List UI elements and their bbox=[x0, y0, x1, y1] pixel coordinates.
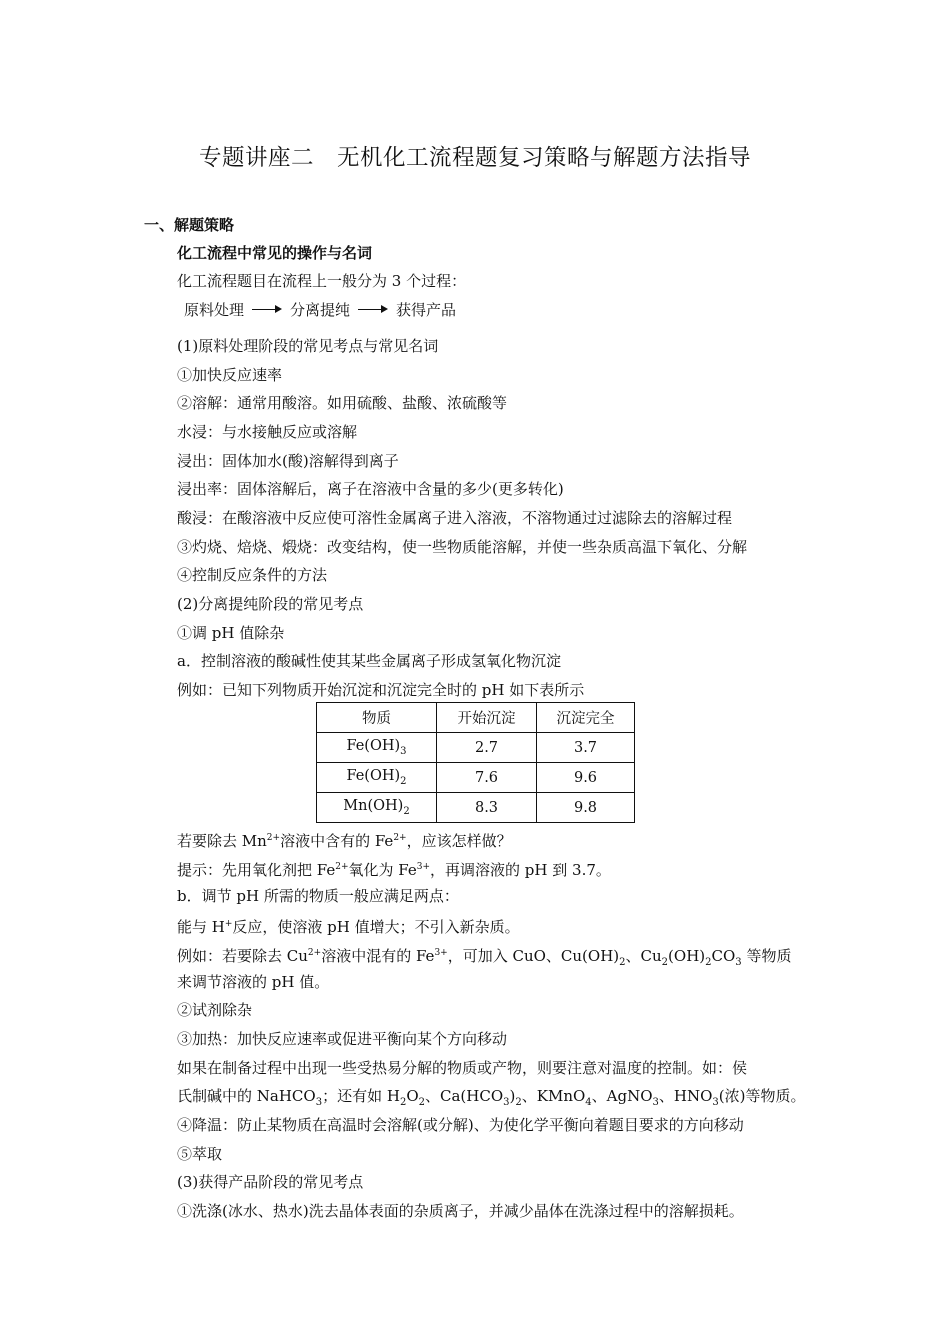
table-header: 开始沉淀 bbox=[437, 703, 537, 733]
text-line: ④控制反应条件的方法 bbox=[177, 566, 328, 584]
arrow-right-icon bbox=[252, 304, 282, 316]
text-line: (2)分离提纯阶段的常见考点 bbox=[177, 595, 364, 613]
text-line: b．调节 pH 所需的物质一般应满足两点： bbox=[177, 887, 459, 905]
table-row bbox=[317, 733, 635, 763]
text-line: 氏制碱中的 NaHCO$_3$；还有如 $H_2O_2$、$Ca(HCO_3)_2$、KMnO$_4$、AgNO$_3$、$HNO_3$(浓)等物质。 bbox=[177, 1087, 806, 1108]
text-line: 如果在制备过程中出现一些受热易分解的物质或产物，则要注意对温度的控制。如：侯 bbox=[177, 1059, 748, 1077]
table-cell: 8.3 bbox=[437, 793, 537, 823]
text-line: ④降温：防止某物质在高温时会溶解(或分解)、为使化学平衡向着题目要求的方向移动 bbox=[177, 1116, 744, 1134]
flow-step: 分离提纯 bbox=[290, 301, 351, 319]
ph-table bbox=[316, 702, 635, 823]
text-line: ①调 pH 值除杂 bbox=[177, 624, 285, 642]
table-cell: $Mn(OH)_2$ bbox=[317, 793, 437, 823]
text-line: ②试剂除杂 bbox=[177, 1001, 253, 1019]
section-heading: 一、解题策略 bbox=[144, 216, 235, 234]
flow-step: 获得产品 bbox=[396, 301, 457, 319]
text-line: 例如：若要除去 $Cu^{2+}$溶液中混有的 $Fe^{3+}$，可加入 CuO、$Cu(OH)_2$、$Cu_2(OH)_2CO_3$ 等物质 bbox=[177, 947, 792, 968]
table-cell: 9.6 bbox=[537, 763, 635, 793]
flow-step: 原料处理 bbox=[184, 301, 245, 319]
table-header: 沉淀完全 bbox=[537, 703, 635, 733]
text-line: 水浸：与水接触反应或溶解 bbox=[177, 423, 358, 441]
table-cell: $Fe(OH)_3$ bbox=[317, 733, 437, 763]
text-line: (3)获得产品阶段的常见考点 bbox=[177, 1173, 364, 1191]
text-line: 浸出：固体加水(酸)溶解得到离子 bbox=[177, 452, 399, 470]
text-line: a．控制溶液的酸碱性使其某些金属离子形成氢氧化物沉淀 bbox=[177, 652, 561, 670]
text-line: 酸浸：在酸溶液中反应使可溶性金属离子进入溶液，不溶物通过过滤除去的溶解过程 bbox=[177, 509, 733, 527]
text-line: ①加快反应速率 bbox=[177, 366, 283, 384]
page-title: 专题讲座二 无机化工流程题复习策略与解题方法指导 bbox=[198, 145, 751, 171]
text-line: ②溶解：通常用酸溶。如用硫酸、盐酸、浓硫酸等 bbox=[177, 394, 508, 412]
table-cell: 7.6 bbox=[437, 763, 537, 793]
arrow-right-icon bbox=[358, 304, 388, 316]
table-header-row bbox=[317, 703, 635, 733]
text-line: ③加热：加快反应速率或促进平衡向某个方向移动 bbox=[177, 1030, 508, 1048]
text-line: 能与 H+反应，使溶液 pH 值增大；不引入新杂质。 bbox=[177, 918, 520, 936]
intro-text: 化工流程题目在流程上一般分为 3 个过程： bbox=[177, 272, 467, 290]
question-line: 若要除去 $Mn^{2+}$溶液中含有的 $Fe^{2+}$，应该怎样做？ bbox=[177, 832, 512, 850]
hint-line: 提示：先用氧化剂把 $Fe^{2+}$氧化为 $Fe^{3+}$，再调溶液的 pH 到 3.7。 bbox=[177, 861, 611, 879]
text-line: 来调节溶液的 pH 值。 bbox=[177, 973, 330, 991]
table-header: 物质 bbox=[317, 703, 437, 733]
text-line: ⑤萃取 bbox=[177, 1145, 223, 1163]
table-cell: $Fe(OH)_2$ bbox=[317, 763, 437, 793]
text-line: (1)原料处理阶段的常见考点与常见名词 bbox=[177, 337, 439, 355]
table-row bbox=[317, 793, 635, 823]
text-line: 浸出率：固体溶解后，离子在溶液中含量的多少(更多转化) bbox=[177, 480, 564, 498]
process-flow bbox=[184, 299, 456, 320]
table-cell: 3.7 bbox=[537, 733, 635, 763]
table-cell: 2.7 bbox=[437, 733, 537, 763]
text-line: ①洗涤(冰水、热水)洗去晶体表面的杂质离子，并减少晶体在洗涤过程中的溶解损耗。 bbox=[177, 1202, 744, 1220]
table-row bbox=[317, 763, 635, 793]
text-line: ③灼烧、焙烧、煅烧：改变结构，使一些物质能溶解，并使一些杂质高温下氧化、分解 bbox=[177, 538, 748, 556]
text-line: 例如：已知下列物质开始沉淀和沉淀完全时的 pH 如下表所示 bbox=[177, 681, 585, 699]
table-cell: 9.8 bbox=[537, 793, 635, 823]
sub-heading: 化工流程中常见的操作与名词 bbox=[177, 244, 373, 262]
